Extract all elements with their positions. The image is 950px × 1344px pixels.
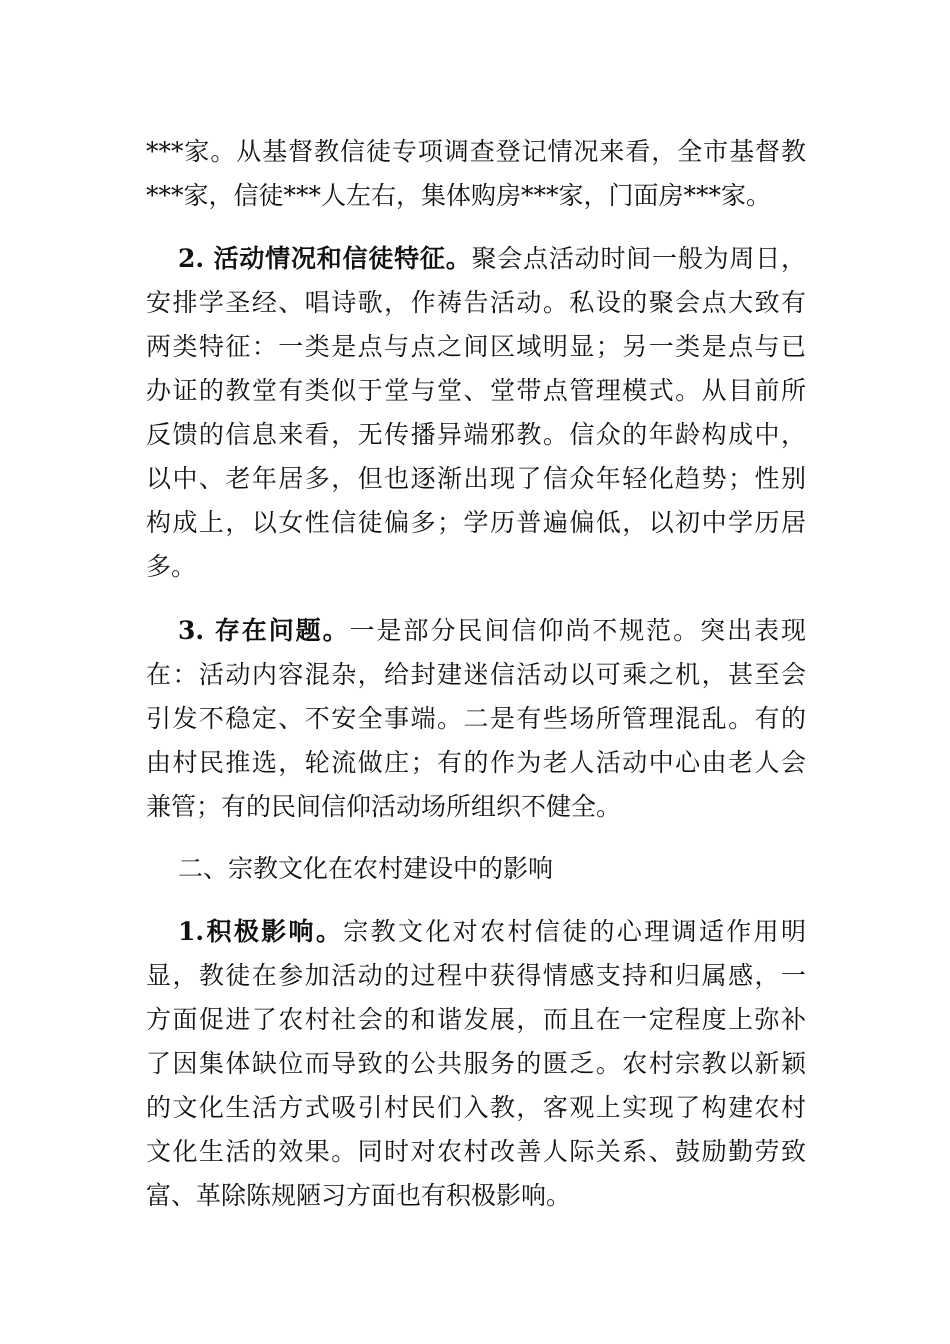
body-text-line: 构成上，以女性信徒偏多；学历普遍偏低，以初中学历居 [146,508,806,537]
body-text-line: 引发不稳定、不安全事端。二是有些场所管理混乱。有的 [146,704,806,733]
body-text-span: 宗教文化对农村信徒的心理调适作用明 [343,917,806,946]
body-text-line: 反馈的信息来看，无传播异端邪教。信众的年龄构成中， [146,420,806,449]
body-text-line: 的文化生活方式吸引村民们入教，客观上实现了构建农村 [146,1093,806,1122]
body-text-line: 文化生活的效果。同时对农村改善人际关系、鼓励勤劳致 [146,1137,806,1166]
body-text-span: 一是部分民间信仰尚不规范。突出表现 [349,616,806,645]
body-text-line: ***家，信徒***人左右，集体购房***家，门面房***家。 [146,181,772,210]
paragraph-first-line [178,237,806,281]
body-text-line: 显，教徒在参加活动的过程中获得情感支持和归属感，一 [146,961,806,990]
body-text-line: 由村民推选，轮流做庄；有的作为老人活动中心由老人会 [146,748,806,777]
body-text-line: 多。 [146,552,197,581]
body-text-line: 在：活动内容混杂，给封建迷信活动以可乘之机，甚至会 [146,660,806,689]
body-text-line: 兼管；有的民间信仰活动场所组织不健全。 [146,792,622,821]
body-text-line: 以中、老年居多，但也逐渐出现了信众年轻化趋势；性别 [146,464,806,493]
paragraph-lead-heading: 1.积极影响。 [178,917,344,946]
body-text-line: 两类特征：一类是点与点之间区域明显；另一类是点与已 [146,332,806,361]
body-text-line: 了因集体缺位而导致的公共服务的匮乏。农村宗教以新颖 [146,1049,806,1078]
paragraph-first-line [178,609,806,653]
body-text-line: 安排学圣经、唱诗歌，作祷告活动。私设的聚会点大致有 [146,288,806,317]
body-text-span: 聚会点活动时间一般为周日， [471,244,806,273]
body-text-line: ***家。从基督教信徒专项调查登记情况来看，全市基督教 [146,137,806,166]
paragraph-lead-heading: 2. 活动情况和信徒特征。 [178,244,472,273]
body-text-line: 方面促进了农村社会的和谐发展，而且在一定程度上弥补 [146,1005,806,1034]
paragraph-first-line [178,910,806,954]
body-text-line: 办证的教堂有类似于堂与堂、堂带点管理模式。从目前所 [146,376,806,405]
paragraph-lead-heading: 3. 存在问题。 [178,616,350,645]
section-heading: 二、宗教文化在农村建设中的影响 [178,854,554,883]
body-text-line: 富、革除陈规陋习方面也有积极影响。 [146,1181,572,1210]
